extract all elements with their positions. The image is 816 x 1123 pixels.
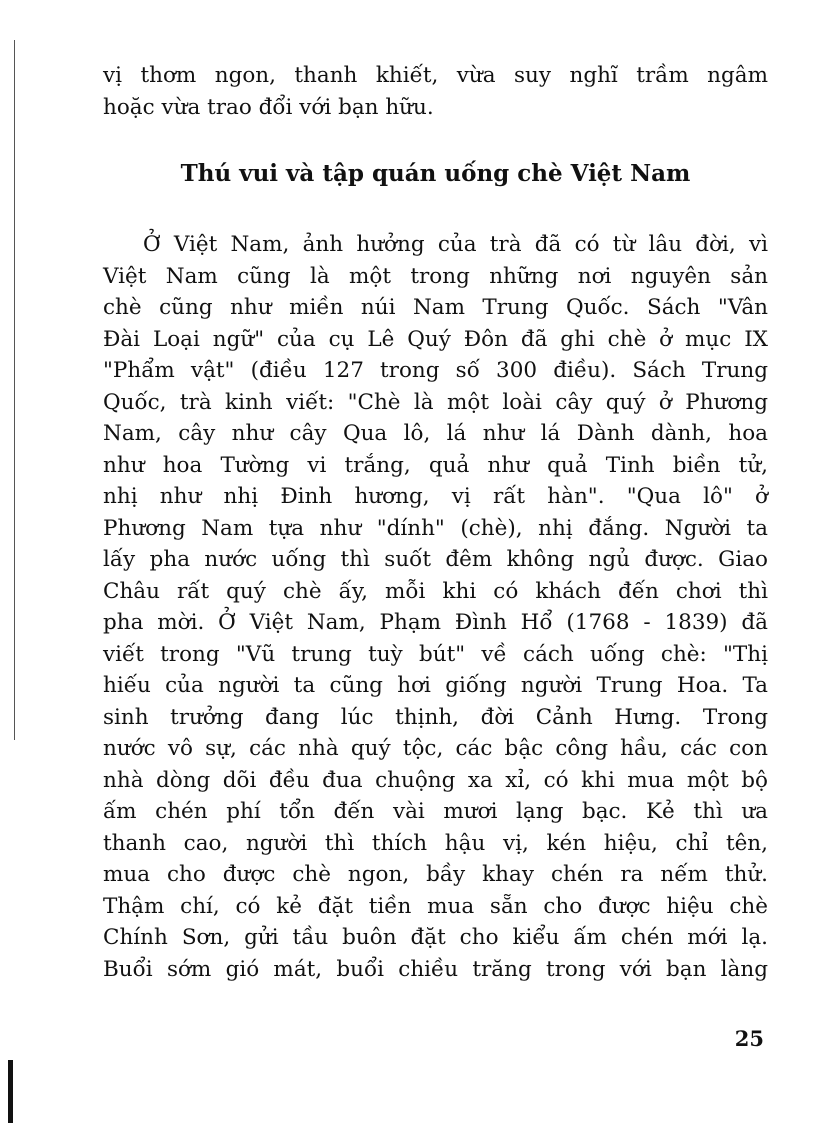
text-line: sinh trưởng đang lúc thịnh, đời Cảnh Hưng. Trong bbox=[103, 704, 768, 730]
text-line: như hoa Tường vi trắng, quả như quả Tinh biền tử, bbox=[103, 452, 768, 478]
text-line: pha mời. Ở Việt Nam, Phạm Đình Hổ (1768 - 1839) đã bbox=[103, 610, 768, 635]
text-line: lấy pha nước uống thì suốt đêm không ngủ được. Giao bbox=[103, 547, 768, 572]
text-line: Phương Nam tựa như "dính" (chè), nhị đắng. Người ta bbox=[103, 515, 768, 541]
page-edge-bar bbox=[8, 1060, 13, 1123]
text-line: Đài Loại ngữ" của cụ Lê Quý Đôn đã ghi chè ở mục IX bbox=[103, 326, 768, 352]
text-line: vị thơm ngon, thanh khiết, vừa suy nghĩ trầm ngâm bbox=[103, 63, 768, 88]
text-line: Chính Sơn, gửi tầu buôn đặt cho kiểu ấm chén mới lạ. bbox=[103, 925, 768, 950]
text-line: Quốc, trà kinh viết: "Chè là một loài cây quý ở Phương bbox=[103, 389, 768, 415]
text-line: chè cũng như miền núi Nam Trung Quốc. Sách "Vân bbox=[103, 295, 768, 320]
text-line: hiếu của người ta cũng hơi giống người Trung Hoa. Ta bbox=[103, 673, 768, 698]
text-line: Việt Nam cũng là một trong những nơi nguyên sản bbox=[103, 263, 768, 289]
intro-paragraph bbox=[103, 60, 768, 123]
text-line: Ở Việt Nam, ảnh hưởng của trà đã có từ lâu đời, vì bbox=[143, 232, 768, 257]
text-line: Thậm chí, có kẻ đặt tiền mua sẵn cho được hiệu chè bbox=[103, 893, 768, 919]
text-line: mua cho được chè ngon, bầy khay chén ra nếm thử. bbox=[103, 862, 768, 887]
text-line: nhà dòng dõi đều đua chuộng xa xỉ, có khi mua một bộ bbox=[103, 767, 768, 793]
text-line: nhị như nhị Đinh hương, vị rất hàn". "Qua lô" ở bbox=[103, 484, 768, 509]
page-edge-line bbox=[14, 40, 15, 740]
text-line: viết trong "Vũ trung tuỳ bút" về cách uống chè: "Thị bbox=[103, 641, 768, 667]
text-line: Buổi sớm gió mát, buổi chiều trăng trong với bạn làng bbox=[103, 956, 768, 982]
text-line: Nam, cây như cây Qua lô, lá như lá Dành dành, hoa bbox=[103, 421, 768, 446]
text-line: nước vô sự, các nhà quý tộc, các bậc công hầu, các con bbox=[103, 736, 768, 761]
text-line: hoặc vừa trao đổi với bạn hữu. bbox=[103, 94, 434, 120]
text-line: ấm chén phí tổn đến vài mươi lạng bạc. Kẻ thì ưa bbox=[103, 799, 768, 824]
text-line: Châu rất quý chè ấy, mỗi khi có khách đến chơi thì bbox=[103, 578, 768, 604]
text-line: "Phẩm vật" (điều 127 trong số 300 điều). Sách Trung bbox=[103, 358, 768, 383]
text-line: thanh cao, người thì thích hậu vị, kén hiệu, chỉ tên, bbox=[103, 830, 768, 856]
section-heading: Thú vui và tập quán uống chè Việt Nam bbox=[180, 160, 691, 187]
body-paragraph bbox=[103, 229, 768, 985]
page-number: 25 bbox=[734, 1026, 764, 1051]
